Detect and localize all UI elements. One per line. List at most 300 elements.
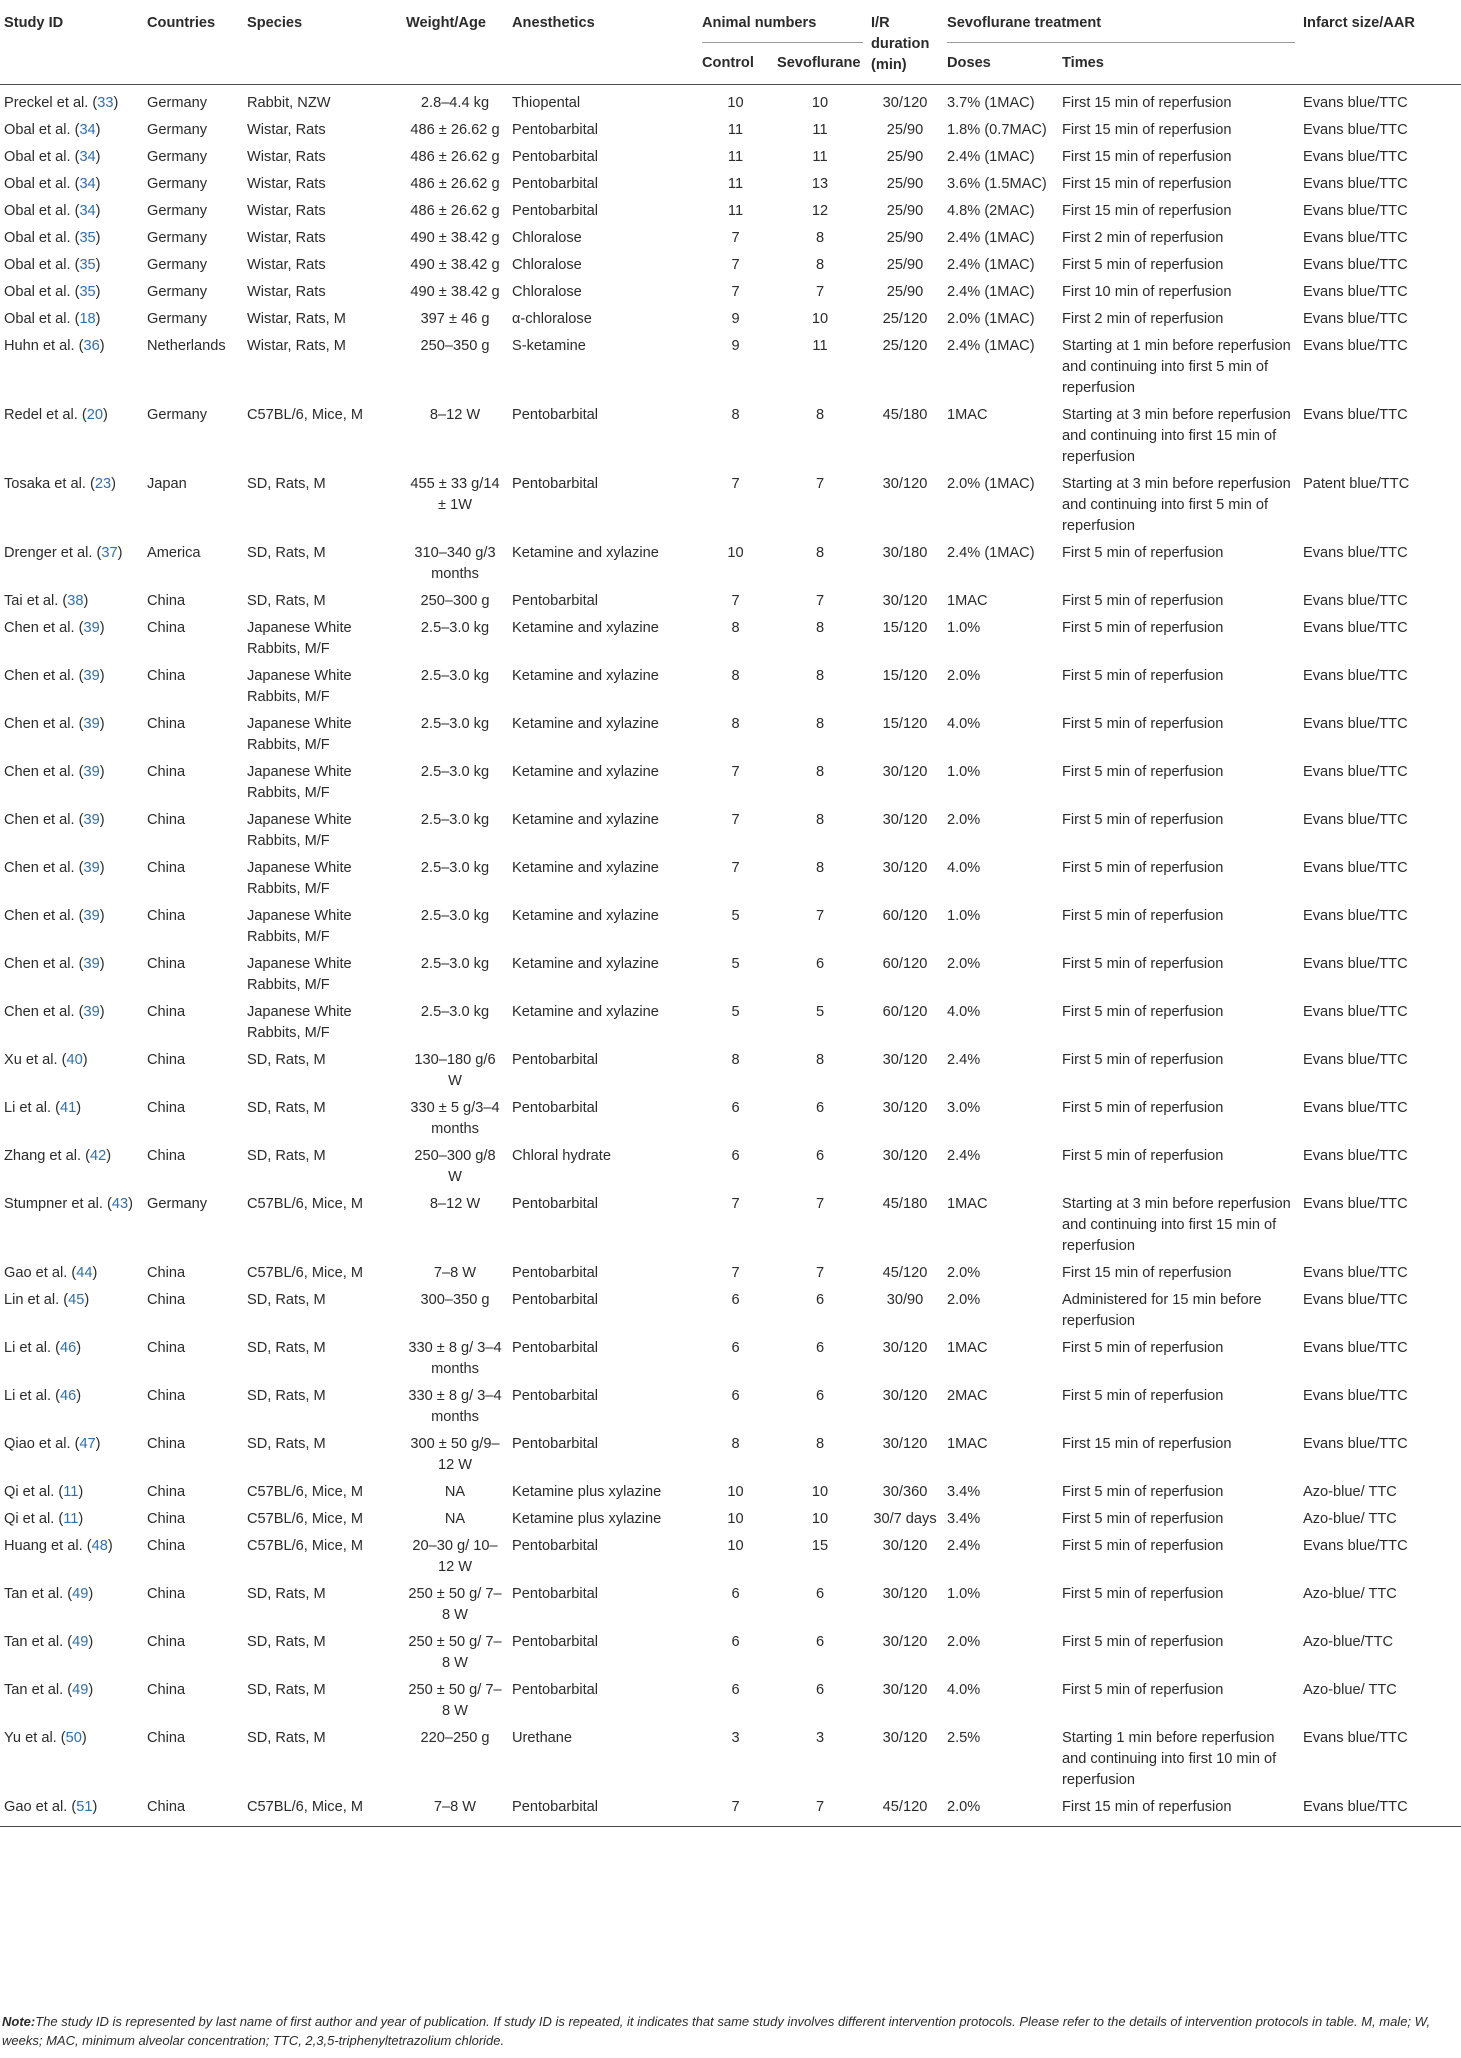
cell-anesthetic: Ketamine and xylazine [512, 812, 659, 828]
cell-weight-age: 330 ± 8 g/ 3–4 months [408, 1388, 502, 1425]
cell-dose: 2.0% [947, 1292, 981, 1308]
cell-dose: 2.4% [947, 1538, 981, 1554]
table-row [0, 807, 1461, 855]
cell-time: First 5 min of reperfusion [1062, 1511, 1224, 1527]
cell-study-id [0, 588, 143, 615]
reference-close: ) [78, 1511, 84, 1527]
author-text: Li et al. ( [4, 1100, 60, 1116]
cell-dose: 3.4% [947, 1511, 981, 1527]
cell-infarct-size: Evans blue/TTC [1303, 1148, 1408, 1164]
cell-dose: 2.0% [947, 1634, 981, 1650]
author-text: Obal et al. ( [4, 230, 80, 246]
cell-weight-age: 2.5–3.0 kg [420, 812, 490, 828]
cell-ir-duration: 60/120 [882, 956, 928, 972]
cell-control: 7 [731, 764, 740, 780]
reference-close: ) [102, 407, 108, 423]
reference-link[interactable]: 23 [94, 476, 112, 492]
cell-country: China [147, 1265, 186, 1281]
cell-infarct-size: Evans blue/TTC [1303, 95, 1408, 111]
cell-study-id [0, 1383, 143, 1431]
cell-ir-duration: 30/120 [882, 1682, 928, 1698]
cell-ir-duration: 30/120 [882, 1100, 928, 1116]
cell-sevoflurane: 8 [815, 860, 825, 876]
table-row [0, 615, 1461, 663]
reference-link[interactable]: 39 [83, 956, 100, 972]
cell-study-id [0, 171, 143, 198]
cell-dose: 2.4% (1MAC) [947, 257, 1035, 273]
reference-link[interactable]: 34 [79, 203, 96, 219]
cell-study-id [0, 615, 143, 663]
reference-close: ) [95, 203, 101, 219]
reference-link[interactable]: 39 [83, 764, 100, 780]
cell-weight-age: 250 ± 50 g/ 7–8 W [408, 1634, 502, 1671]
cell-weight-age: 330 ± 8 g/ 3–4 months [408, 1340, 502, 1377]
cell-study-id [0, 1431, 143, 1479]
reference-link[interactable]: 36 [83, 338, 100, 354]
table-row [0, 903, 1461, 951]
author-text: Chen et al. ( [4, 764, 84, 780]
cell-anesthetic: Pentobarbital [512, 1682, 599, 1698]
cell-dose: 4.0% [947, 716, 981, 732]
cell-control: 7 [731, 257, 740, 273]
cell-anesthetic: Pentobarbital [512, 1292, 599, 1308]
cell-country: China [147, 1730, 186, 1746]
cell-weight-age: 330 ± 5 g/3–4 months [410, 1100, 500, 1137]
cell-dose: 1MAC [947, 593, 988, 609]
cell-control: 7 [731, 476, 740, 492]
cell-time: First 5 min of reperfusion [1062, 764, 1224, 780]
cell-control: 6 [731, 1340, 740, 1356]
cell-country: China [147, 1004, 186, 1020]
author-text: Li et al. ( [4, 1388, 60, 1404]
cell-control: 7 [731, 860, 740, 876]
reference-close: ) [76, 1388, 82, 1404]
cell-weight-age: NA [444, 1511, 466, 1527]
author-text: Chen et al. ( [4, 620, 84, 636]
cell-infarct-size: Evans blue/TTC [1303, 593, 1408, 609]
reference-close: ) [95, 284, 101, 300]
table-row [0, 663, 1461, 711]
reference-link[interactable]: 41 [59, 1100, 77, 1116]
cell-species: Rabbit, NZW [247, 95, 331, 111]
cell-study-id [0, 951, 143, 999]
reference-link[interactable]: 38 [67, 593, 84, 609]
cell-time: First 5 min of reperfusion [1062, 1538, 1224, 1554]
cell-ir-duration: 30/120 [882, 476, 928, 492]
cell-infarct-size: Evans blue/TTC [1303, 860, 1408, 876]
cell-control: 11 [727, 122, 744, 138]
cell-study-id [0, 1629, 143, 1677]
cell-infarct-size: Evans blue/TTC [1303, 764, 1408, 780]
author-text: Stumpner et al. ( [4, 1196, 112, 1212]
cell-study-id [0, 117, 143, 144]
cell-country: Germany [147, 122, 208, 138]
author-text: Chen et al. ( [4, 956, 84, 972]
reference-link[interactable]: 34 [79, 176, 96, 192]
cell-anesthetic: Pentobarbital [512, 1538, 599, 1554]
reference-link[interactable]: 37 [101, 545, 118, 561]
cell-study-id [0, 471, 143, 540]
table-row [0, 1629, 1461, 1677]
cell-infarct-size: Evans blue/TTC [1303, 1196, 1408, 1212]
cell-country: China [147, 1538, 186, 1554]
cell-species: SD, Rats, M [247, 593, 326, 609]
cell-anesthetic: Ketamine and xylazine [512, 860, 659, 876]
cell-species: Japanese White Rabbits, M/F [247, 668, 352, 705]
cell-study-id [0, 540, 143, 588]
reference-close: ) [95, 176, 101, 192]
header-control: Control [702, 55, 754, 71]
cell-study-id [0, 855, 143, 903]
cell-dose: 2.4% [947, 1148, 981, 1164]
table-row [0, 951, 1461, 999]
reference-close: ) [76, 1340, 82, 1356]
reference-link[interactable]: 39 [83, 908, 100, 924]
cell-country: China [147, 1484, 186, 1500]
reference-close: ) [76, 1100, 82, 1116]
cell-weight-age: 486 ± 26.62 g [410, 176, 500, 192]
reference-link[interactable]: 39 [83, 668, 100, 684]
cell-species: C57BL/6, Mice, M [247, 1799, 363, 1815]
cell-species: SD, Rats, M [247, 1292, 326, 1308]
author-text: Yu et al. ( [4, 1730, 66, 1746]
cell-control: 6 [731, 1634, 740, 1650]
reference-link[interactable]: 49 [72, 1586, 89, 1602]
cell-dose: 2.4% (1MAC) [947, 230, 1035, 246]
reference-link[interactable]: 51 [76, 1799, 93, 1815]
reference-close: ) [99, 956, 105, 972]
cell-weight-age: 8–12 W [429, 407, 481, 423]
cell-study-id [0, 402, 143, 471]
header-sevoflurane-treatment [943, 4, 1299, 47]
cell-study-id [0, 85, 143, 118]
author-text: Qi et al. ( [4, 1484, 64, 1500]
author-text: Qiao et al. ( [4, 1436, 80, 1452]
reference-link[interactable]: 46 [59, 1388, 77, 1404]
cell-anesthetic: Pentobarbital [512, 1634, 599, 1650]
cell-dose: 4.0% [947, 1682, 981, 1698]
reference-link[interactable]: 44 [76, 1265, 93, 1281]
reference-link[interactable]: 39 [83, 716, 100, 732]
reference-link[interactable]: 39 [83, 620, 100, 636]
reference-link[interactable]: 42 [90, 1148, 107, 1164]
reference-close: ) [99, 1004, 105, 1020]
cell-dose: 2.0% (1MAC) [947, 476, 1035, 492]
reference-link[interactable]: 35 [79, 284, 96, 300]
cell-ir-duration: 25/90 [886, 284, 924, 300]
author-text: Chen et al. ( [4, 908, 84, 924]
cell-time: First 15 min of reperfusion [1062, 1799, 1232, 1815]
cell-weight-age: 490 ± 38.42 g [410, 230, 500, 246]
header-anesthetics: Anesthetics [512, 15, 595, 31]
cell-time: First 5 min of reperfusion [1062, 1004, 1224, 1020]
cell-control: 11 [727, 149, 744, 165]
cell-study-id [0, 1581, 143, 1629]
reference-close: ) [128, 1196, 133, 1212]
cell-sevoflurane: 7 [815, 1196, 825, 1212]
cell-ir-duration: 30/120 [882, 1538, 928, 1554]
table-row [0, 306, 1461, 333]
reference-link[interactable]: 49 [72, 1682, 89, 1698]
cell-country: China [147, 1634, 186, 1650]
table-row [0, 225, 1461, 252]
cell-species: Japanese White Rabbits, M/F [247, 764, 352, 801]
cell-ir-duration: 30/120 [882, 812, 928, 828]
table-row [0, 1287, 1461, 1335]
reference-close: ) [99, 908, 105, 924]
author-text: Chen et al. ( [4, 860, 84, 876]
cell-time: First 15 min of reperfusion [1062, 176, 1232, 192]
cell-study-id [0, 663, 143, 711]
cell-control: 8 [731, 1052, 740, 1068]
reference-link[interactable]: 11 [63, 1484, 79, 1500]
cell-sevoflurane: 8 [815, 257, 825, 273]
table-row [0, 1581, 1461, 1629]
reference-close: ) [95, 122, 101, 138]
cell-ir-duration: 30/120 [882, 1436, 928, 1452]
cell-infarct-size: Evans blue/TTC [1303, 1340, 1408, 1356]
cell-species: SD, Rats, M [247, 1052, 326, 1068]
reference-link[interactable]: 50 [65, 1730, 82, 1746]
cell-anesthetic: Ketamine and xylazine [512, 1004, 659, 1020]
cell-time: First 2 min of reperfusion [1062, 230, 1224, 246]
cell-study-id [0, 225, 143, 252]
reference-link[interactable]: 48 [91, 1538, 108, 1554]
cell-ir-duration: 60/120 [882, 1004, 928, 1020]
cell-weight-age: 2.5–3.0 kg [420, 764, 490, 780]
cell-sevoflurane: 8 [815, 620, 825, 636]
table-row [0, 1479, 1461, 1506]
reference-link[interactable]: 35 [79, 230, 96, 246]
cell-study-id [0, 306, 143, 333]
cell-anesthetic: Pentobarbital [512, 1388, 599, 1404]
reference-link[interactable]: 49 [72, 1634, 89, 1650]
cell-dose: 1MAC [947, 1340, 988, 1356]
table-row [0, 1725, 1461, 1794]
cell-weight-age: 2.5–3.0 kg [420, 908, 490, 924]
header-species: Species [247, 15, 303, 31]
cell-time: First 5 min of reperfusion [1062, 1148, 1224, 1164]
cell-sevoflurane: 6 [815, 1586, 825, 1602]
reference-close: ) [113, 95, 119, 111]
cell-dose: 4.0% [947, 860, 981, 876]
cell-infarct-size: Evans blue/TTC [1303, 668, 1408, 684]
reference-link[interactable]: 46 [59, 1340, 77, 1356]
cell-dose: 1MAC [947, 1196, 988, 1212]
note-label: Note: [2, 2014, 36, 2029]
table-row [0, 85, 1461, 118]
cell-country: Germany [147, 407, 208, 423]
cell-time: First 5 min of reperfusion [1062, 1052, 1224, 1068]
cell-time: First 2 min of reperfusion [1062, 311, 1224, 327]
cell-infarct-size: Evans blue/TTC [1303, 230, 1408, 246]
cell-weight-age: 7–8 W [433, 1265, 477, 1281]
cell-infarct-size: Evans blue/TTC [1303, 311, 1408, 327]
cell-study-id [0, 279, 143, 306]
cell-sevoflurane: 8 [815, 716, 825, 732]
reference-link[interactable]: 39 [83, 860, 100, 876]
cell-ir-duration: 25/90 [886, 122, 924, 138]
cell-dose: 2.4% (1MAC) [947, 338, 1035, 354]
cell-infarct-size: Evans blue/TTC [1303, 812, 1408, 828]
cell-time: First 15 min of reperfusion [1062, 1436, 1232, 1452]
cell-species: C57BL/6, Mice, M [247, 1265, 363, 1281]
header-ir-duration: I/R duration (min) [871, 15, 930, 73]
reference-close: ) [99, 716, 105, 732]
cell-time: Administered for 15 min before reperfusion [1062, 1292, 1262, 1329]
cell-study-id [0, 198, 143, 225]
cell-sevoflurane: 11 [812, 122, 828, 138]
reference-link[interactable]: 39 [83, 1004, 100, 1020]
cell-anesthetic: Ketamine plus xylazine [512, 1511, 662, 1527]
reference-link[interactable]: 34 [79, 149, 96, 165]
cell-ir-duration: 25/120 [882, 311, 928, 327]
cell-country: America [147, 545, 201, 561]
reference-link[interactable]: 33 [97, 95, 114, 111]
cell-study-id [0, 999, 143, 1047]
cell-study-id [0, 1260, 143, 1287]
cell-study-id [0, 252, 143, 279]
reference-link[interactable]: 43 [111, 1196, 129, 1212]
cell-ir-duration: 30/120 [882, 764, 928, 780]
reference-link[interactable]: 20 [86, 407, 103, 423]
cell-study-id [0, 759, 143, 807]
reference-link[interactable]: 35 [79, 257, 96, 273]
cell-country: Germany [147, 203, 208, 219]
reference-link[interactable]: 11 [63, 1511, 79, 1527]
cell-species: Wistar, Rats [247, 284, 326, 300]
reference-link[interactable]: 47 [79, 1436, 96, 1452]
cell-study-id [0, 1287, 143, 1335]
cell-ir-duration: 30/120 [882, 1388, 928, 1404]
reference-link[interactable]: 39 [83, 812, 100, 828]
reference-link[interactable]: 40 [66, 1052, 83, 1068]
cell-anesthetic: Pentobarbital [512, 1100, 599, 1116]
cell-control: 7 [731, 1196, 740, 1212]
cell-infarct-size: Evans blue/TTC [1303, 149, 1408, 165]
table-row [0, 1095, 1461, 1143]
author-text: Xu et al. ( [4, 1052, 67, 1068]
cell-sevoflurane: 5 [815, 1004, 825, 1020]
cell-time: First 5 min of reperfusion [1062, 1388, 1224, 1404]
cell-sevoflurane: 3 [815, 1730, 825, 1746]
cell-sevoflurane: 8 [815, 1436, 825, 1452]
reference-close: ) [99, 812, 105, 828]
table-row [0, 1677, 1461, 1725]
cell-dose: 2.5% [947, 1730, 981, 1746]
cell-time: First 5 min of reperfusion [1062, 1682, 1224, 1698]
cell-species: Wistar, Rats, M [247, 311, 346, 327]
cell-control: 6 [731, 1388, 740, 1404]
cell-anesthetic: Chloralose [512, 230, 582, 246]
cell-sevoflurane: 6 [815, 1100, 825, 1116]
cell-infarct-size: Evans blue/TTC [1303, 203, 1408, 219]
cell-weight-age: 397 ± 46 g [420, 311, 490, 327]
cell-dose: 2.0% [947, 812, 981, 828]
cell-dose: 1.0% [947, 1586, 981, 1602]
author-text: Obal et al. ( [4, 149, 80, 165]
table-row [0, 588, 1461, 615]
table-row [0, 855, 1461, 903]
cell-infarct-size: Evans blue/TTC [1303, 1100, 1408, 1116]
cell-sevoflurane: 10 [811, 1511, 829, 1527]
cell-anesthetic: Pentobarbital [512, 149, 599, 165]
cell-infarct-size: Evans blue/TTC [1303, 407, 1408, 423]
cell-weight-age: 2.8–4.4 kg [420, 95, 490, 111]
cell-sevoflurane: 6 [815, 956, 825, 972]
reference-close: ) [88, 1682, 94, 1698]
reference-link[interactable]: 18 [79, 311, 96, 327]
cell-ir-duration: 30/180 [882, 545, 928, 561]
cell-infarct-size: Evans blue/TTC [1303, 1052, 1408, 1068]
cell-country: China [147, 1586, 186, 1602]
cell-weight-age: 310–340 g/3 months [414, 545, 496, 582]
table-row [0, 1794, 1461, 1827]
reference-close: ) [78, 1484, 84, 1500]
table-row [0, 402, 1461, 471]
cell-weight-age: 490 ± 38.42 g [410, 257, 500, 273]
reference-close: ) [95, 1436, 101, 1452]
table-row [0, 198, 1461, 225]
reference-link[interactable]: 34 [79, 122, 96, 138]
cell-species: Wistar, Rats [247, 122, 326, 138]
cell-ir-duration: 25/90 [886, 176, 924, 192]
reference-close: ) [111, 476, 116, 492]
cell-control: 6 [731, 1682, 740, 1698]
cell-infarct-size: Evans blue/TTC [1303, 1265, 1408, 1281]
cell-weight-age: 2.5–3.0 kg [420, 956, 490, 972]
cell-dose: 2.4% (1MAC) [947, 545, 1035, 561]
cell-species: Japanese White Rabbits, M/F [247, 1004, 352, 1041]
reference-close: ) [88, 1634, 94, 1650]
cell-dose: 1.0% [947, 764, 981, 780]
table-note [0, 2012, 1454, 2050]
cell-country: Germany [147, 284, 208, 300]
cell-weight-age: 300–350 g [420, 1292, 490, 1308]
author-text: Obal et al. ( [4, 176, 80, 192]
cell-control: 5 [731, 956, 740, 972]
cell-species: SD, Rats, M [247, 1730, 326, 1746]
reference-link[interactable]: 45 [68, 1292, 85, 1308]
cell-species: SD, Rats, M [247, 1586, 326, 1602]
cell-study-id [0, 1725, 143, 1794]
cell-anesthetic: Ketamine and xylazine [512, 764, 659, 780]
cell-anesthetic: Ketamine and xylazine [512, 668, 659, 684]
cell-sevoflurane: 7 [815, 593, 825, 609]
cell-study-id [0, 1794, 143, 1827]
cell-ir-duration: 45/120 [882, 1799, 928, 1815]
cell-infarct-size: Evans blue/TTC [1303, 1388, 1408, 1404]
cell-dose: 1.0% [947, 908, 981, 924]
cell-sevoflurane: 7 [815, 908, 825, 924]
cell-control: 11 [727, 176, 744, 192]
cell-country: China [147, 716, 186, 732]
cell-species: Wistar, Rats, M [247, 338, 346, 354]
cell-time: First 15 min of reperfusion [1062, 149, 1232, 165]
cell-country: China [147, 1292, 186, 1308]
cell-dose: 3.4% [947, 1484, 981, 1500]
cell-ir-duration: 45/180 [882, 1196, 928, 1212]
header-sevoflurane-treatment-label: Sevoflurane treatment [947, 13, 1295, 43]
cell-study-id [0, 1095, 143, 1143]
cell-infarct-size: Evans blue/TTC [1303, 1292, 1408, 1308]
author-text: Obal et al. ( [4, 284, 80, 300]
author-text: Zhang et al. ( [4, 1148, 90, 1164]
cell-control: 8 [731, 620, 740, 636]
cell-country: China [147, 1799, 186, 1815]
cell-time: First 5 min of reperfusion [1062, 1586, 1224, 1602]
cell-control: 3 [731, 1730, 740, 1746]
